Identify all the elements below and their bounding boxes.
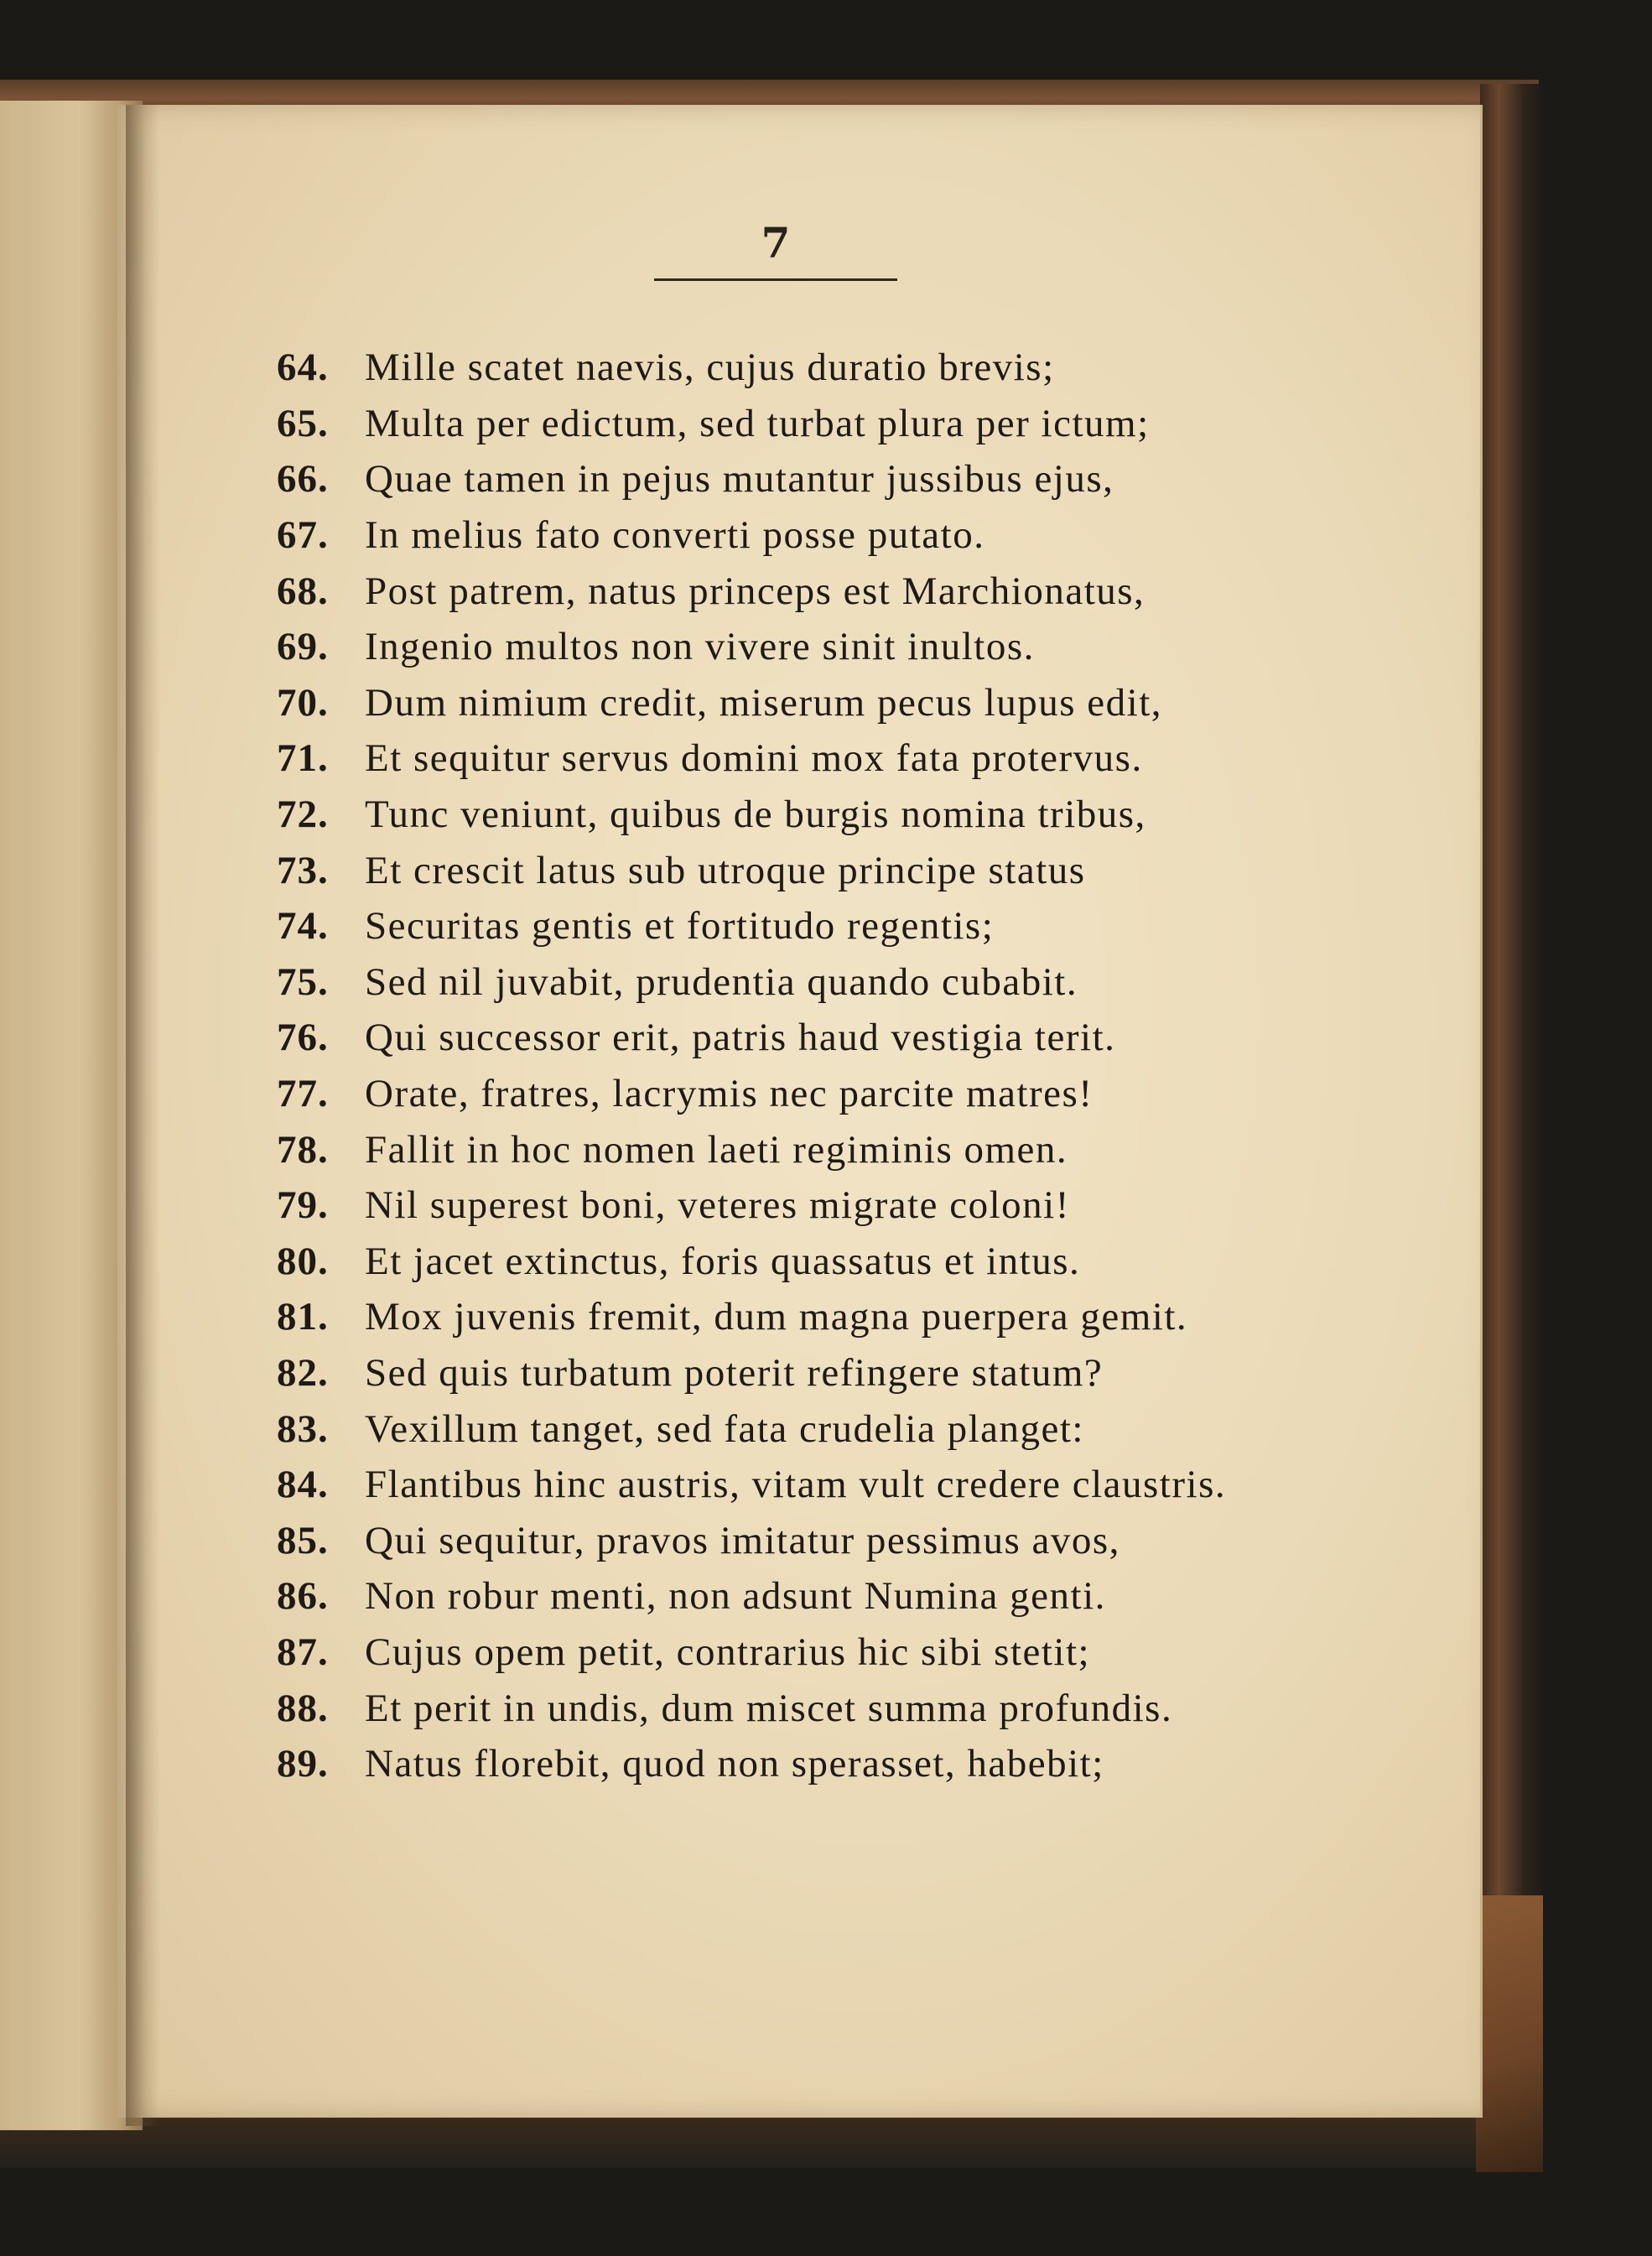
verse-line [277, 1345, 1367, 1401]
verse-text: Quae tamen in pejus mutantur jussibus ejus, [365, 457, 1114, 502]
verse-line [277, 730, 1367, 787]
verse-number: 82. [277, 1350, 329, 1395]
verse-number: 79. [277, 1183, 329, 1228]
verse-text: Securitas gentis et fortitudo regentis; [365, 904, 995, 949]
verse-line [277, 1177, 1367, 1234]
verse-list [277, 340, 1367, 1791]
verse-number: 88. [277, 1686, 329, 1730]
verse-line [277, 1624, 1367, 1681]
verse-line [277, 1401, 1367, 1457]
verse-line [277, 1289, 1367, 1345]
book-cover-leather-corner [1476, 1895, 1543, 2172]
verse-text: Nil superest boni, veteres migrate coloni! [365, 1183, 1070, 1228]
verse-number: 86. [277, 1574, 329, 1619]
book-cover-bottom-edge [0, 2118, 1539, 2168]
verse-number: 83. [277, 1406, 329, 1451]
verse-text: Qui successor erit, patris haud vestigia terit. [365, 1016, 1116, 1060]
verse-number: 80. [277, 1239, 329, 1283]
verse-number: 72. [277, 793, 329, 837]
verse-text: Sed nil juvabit, prudentia quando cubabit. [365, 959, 1078, 1004]
verse-text: Post patrem, natus princeps est Marchionatus, [365, 569, 1145, 613]
verse-text: Fallit in hoc nomen laeti regiminis omen. [365, 1127, 1068, 1172]
verse-text: Et crescit latus sub utroque principe status [365, 848, 1086, 892]
verse-number: 70. [277, 680, 329, 725]
verse-number: 81. [277, 1295, 329, 1339]
verse-line [277, 1512, 1367, 1568]
verse-line [277, 1234, 1367, 1290]
verse-text: Multa per edictum, sed turbat plura per ictum; [365, 401, 1150, 445]
header-rule [654, 278, 897, 281]
verse-text: Et sequitur servus domini mox fata protervus. [365, 736, 1143, 781]
verse-number: 67. [277, 513, 329, 558]
verse-text: Tunc veniunt, quibus de burgis nomina tribus, [365, 793, 1146, 837]
verse-number: 84. [277, 1463, 329, 1507]
verse-line [277, 842, 1367, 898]
verse-line [277, 1066, 1367, 1122]
verse-line [277, 1736, 1367, 1792]
verse-text: Ingenio multos non vivere sinit inultos. [365, 625, 1035, 669]
verse-number: 65. [277, 401, 329, 445]
verse-text: Mox juvenis fremit, dum magna puerpera gemit. [365, 1295, 1188, 1339]
verse-text: Mille scatet naevis, cujus duratio brevis; [365, 346, 1055, 390]
verse-text: Qui sequitur, pravos imitatur pessimus avos, [365, 1518, 1120, 1562]
verse-number: 89. [277, 1742, 329, 1786]
verse-number: 73. [277, 848, 329, 892]
verse-line [277, 1457, 1367, 1513]
verse-line [277, 675, 1367, 731]
verse-line [277, 787, 1367, 843]
verse-number: 87. [277, 1630, 329, 1674]
verse-line [277, 954, 1367, 1011]
verse-text: Non robur menti, non adsunt Numina genti. [365, 1574, 1106, 1619]
book-cover-right-edge [1480, 84, 1543, 2164]
verse-line [277, 619, 1367, 675]
verse-number: 71. [277, 736, 329, 781]
verse-text: Orate, fratres, lacrymis nec parcite matres! [365, 1072, 1094, 1116]
verse-line [277, 1680, 1367, 1736]
verse-line [277, 1010, 1367, 1066]
verse-text: In melius fato converti posse putato. [365, 513, 985, 558]
verse-text: Vexillum tanget, sed fata crudelia planget: [365, 1406, 1084, 1451]
verse-number: 85. [277, 1518, 329, 1562]
verse-line [277, 1568, 1367, 1624]
verse-number: 77. [277, 1072, 329, 1116]
verse-line [277, 340, 1367, 396]
verse-number: 78. [277, 1127, 329, 1172]
verse-number: 66. [277, 457, 329, 502]
verse-text: Sed quis turbatum poterit refingere statum? [365, 1350, 1104, 1395]
verse-line [277, 1121, 1367, 1177]
verse-line [277, 451, 1367, 507]
verse-number: 68. [277, 569, 329, 613]
verse-number: 74. [277, 904, 329, 949]
verse-line [277, 563, 1367, 619]
page-number: 7 [761, 218, 791, 268]
verse-number: 75. [277, 959, 329, 1004]
verse-text: Natus florebit, quod non sperasset, habebit; [365, 1742, 1104, 1786]
verse-number: 76. [277, 1016, 329, 1060]
verse-text: Dum nimium credit, miserum pecus lupus edit, [365, 680, 1163, 725]
verse-text: Flantibus hinc austris, vitam vult credere claustris. [365, 1463, 1227, 1507]
verse-line [277, 396, 1367, 452]
verse-text: Et perit in undis, dum miscet summa profundis. [365, 1686, 1173, 1730]
verse-text: Cujus opem petit, contrarius hic sibi stetit; [365, 1630, 1091, 1674]
verse-number: 69. [277, 625, 329, 669]
verse-text: Et jacet extinctus, foris quassatus et intus. [365, 1239, 1081, 1283]
verse-line [277, 507, 1367, 564]
verse-number: 64. [277, 346, 329, 390]
verse-line [277, 898, 1367, 954]
spine-shadow [126, 105, 159, 2126]
